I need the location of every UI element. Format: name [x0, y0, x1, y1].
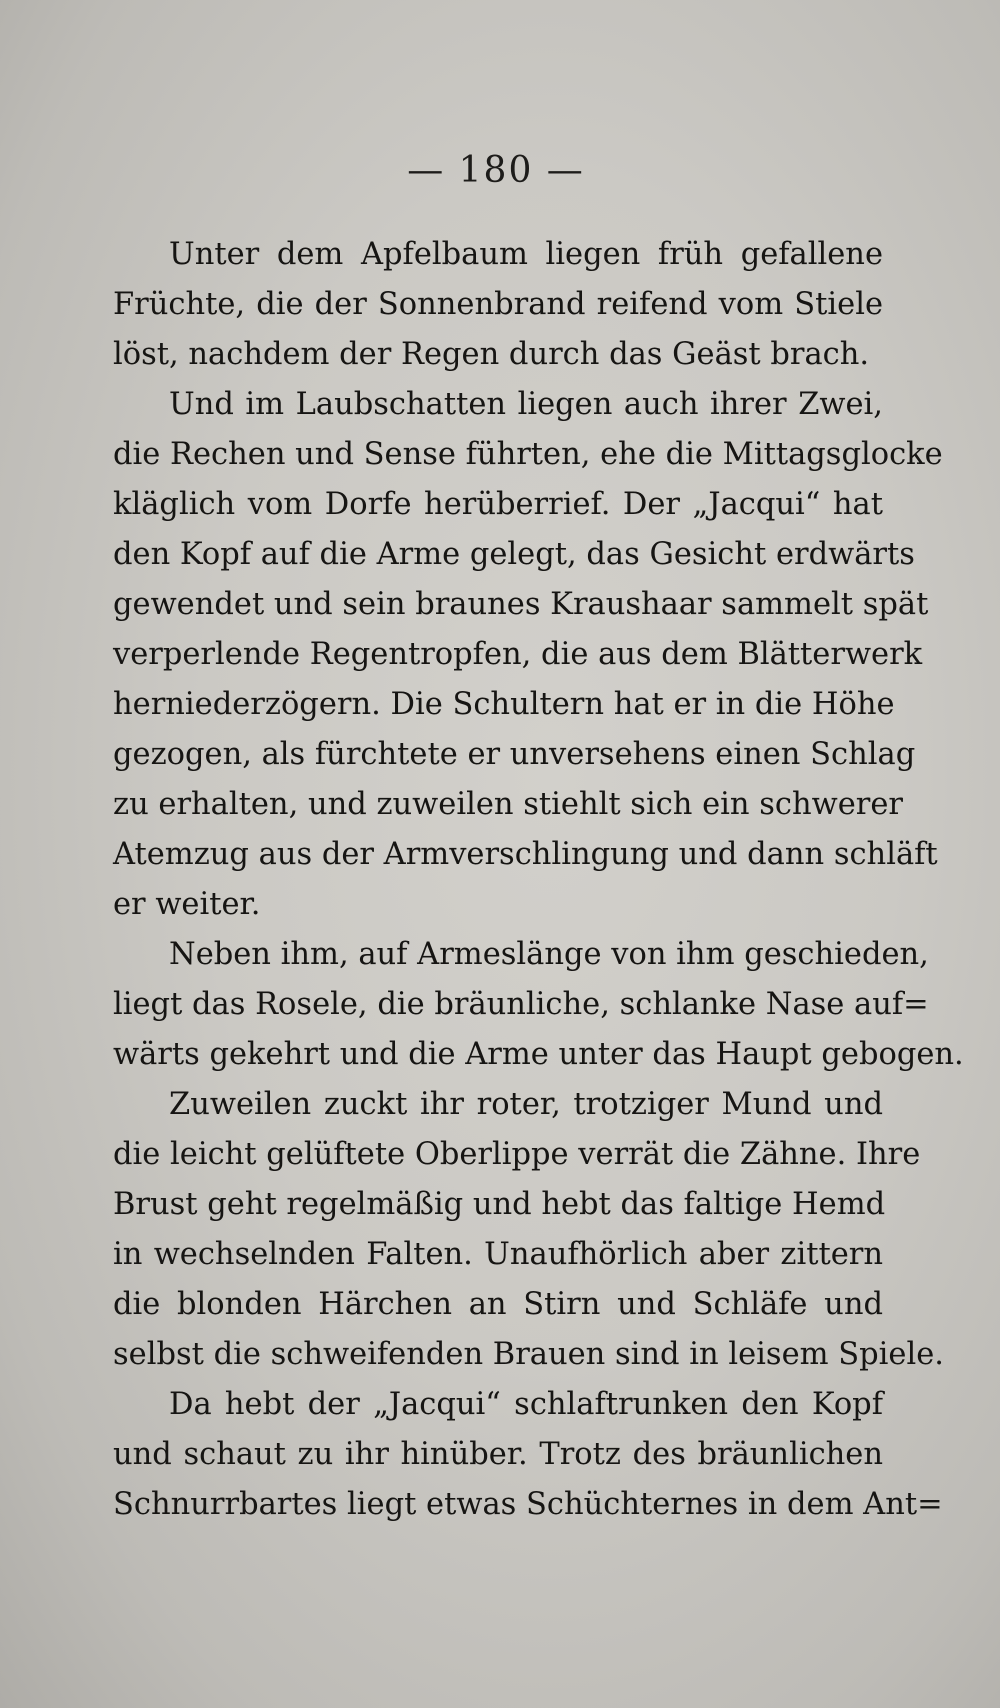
- body-text: [113, 230, 964, 1530]
- text-line: löst, nachdem der Regen durch das Geäst brach.: [113, 337, 870, 372]
- text-line: herniederzögern. Die Schultern hat er in die Höhe: [113, 687, 895, 722]
- text-line: er weiter.: [113, 887, 261, 922]
- page-number: — 180 —: [407, 150, 585, 191]
- text-line: Neben ihm, auf Armeslänge von ihm geschieden,: [169, 937, 929, 972]
- text-line: Da hebt der „Jacqui“ schlaftrunken den Kopf: [169, 1387, 883, 1422]
- text-line: die blonden Härchen an Stirn und Schläfe und: [113, 1287, 883, 1322]
- text-line: die Rechen und Sense führten, ehe die Mittagsglocke: [113, 437, 943, 472]
- text-line: liegt das Rosele, die bräunliche, schlanke Nase auf=: [113, 987, 929, 1022]
- text-line: selbst die schweifenden Brauen sind in leisem Spiele.: [113, 1337, 944, 1372]
- text-line: Unter dem Apfelbaum liegen früh gefallene: [169, 237, 883, 272]
- text-line: und schaut zu ihr hinüber. Trotz des bräunlichen: [113, 1437, 883, 1472]
- text-line: wärts gekehrt und die Arme unter das Haupt gebogen.: [113, 1037, 964, 1072]
- text-line: Früchte, die der Sonnenbrand reifend vom Stiele: [113, 287, 883, 322]
- text-line: kläglich vom Dorfe herüberrief. Der „Jacqui“ hat: [113, 487, 883, 522]
- text-line: Atemzug aus der Armverschlingung und dann schläft: [113, 837, 938, 872]
- text-line: Schnurrbartes liegt etwas Schüchternes in dem Ant=: [113, 1487, 943, 1522]
- text-line: die leicht gelüftete Oberlippe verrät die Zähne. Ihre: [113, 1137, 921, 1172]
- text-line: verperlende Regentropfen, die aus dem Blätterwerk: [113, 637, 923, 672]
- text-line: Zuweilen zuckt ihr roter, trotziger Mund und: [169, 1087, 883, 1122]
- text-line: gewendet und sein braunes Kraushaar sammelt spät: [113, 587, 929, 622]
- text-line: Und im Laubschatten liegen auch ihrer Zwei,: [169, 387, 883, 422]
- text-line: in wechselnden Falten. Unaufhörlich aber zittern: [113, 1237, 883, 1272]
- text-line: den Kopf auf die Arme gelegt, das Gesicht erdwärts: [113, 537, 915, 572]
- text-line: zu erhalten, und zuweilen stiehlt sich ein schwerer: [113, 787, 904, 822]
- text-line: gezogen, als fürchtete er unversehens einen Schlag: [113, 737, 916, 772]
- text-line: Brust geht regelmäßig und hebt das faltige Hemd: [113, 1187, 886, 1222]
